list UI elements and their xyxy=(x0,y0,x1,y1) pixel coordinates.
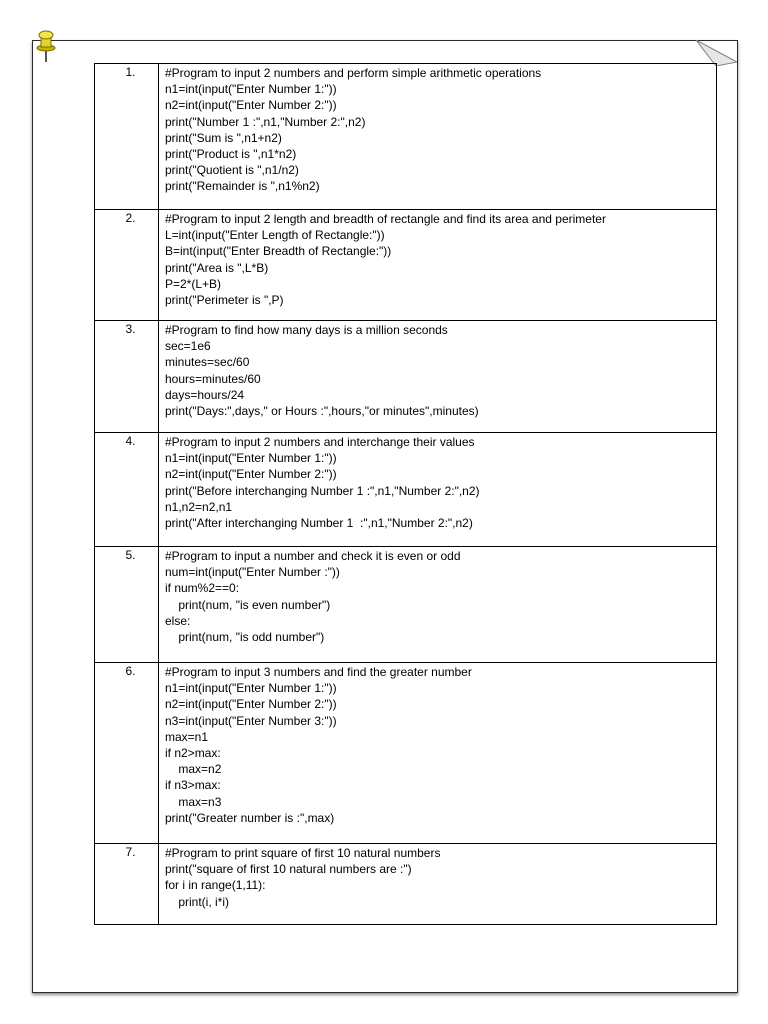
code-line: n2=int(input("Enter Number 2:")) xyxy=(165,98,337,113)
code-line: sec=1e6 xyxy=(165,339,211,354)
program-number-cell xyxy=(95,433,159,547)
program-number-cell xyxy=(95,844,159,925)
program-row xyxy=(95,321,717,433)
code-line: minutes=sec/60 xyxy=(165,355,250,370)
program-number-cell xyxy=(95,663,159,844)
code-line: if n3>max: xyxy=(165,778,221,793)
code-line: if num%2==0: xyxy=(165,581,240,596)
code-line: print("Before interchanging Number 1 :",n1,"Number 2:",n2) xyxy=(165,483,480,498)
code-line: max=n3 xyxy=(165,794,222,809)
program-number: 5. xyxy=(125,548,136,562)
pushpin-icon xyxy=(32,28,60,64)
code-line: print("Perimeter is ",P) xyxy=(165,293,284,308)
code-line: print(num, "is odd number") xyxy=(165,630,325,645)
program-code-cell xyxy=(159,433,717,547)
program-number-cell xyxy=(95,210,159,321)
program-row xyxy=(95,547,717,663)
code-line: #Program to find how many days is a million seconds xyxy=(165,323,448,337)
code-line: n1=int(input("Enter Number 1:")) xyxy=(165,451,337,466)
code-line: n3=int(input("Enter Number 3:")) xyxy=(165,713,337,728)
program-number: 7. xyxy=(125,845,136,859)
code-line: print(num, "is even number") xyxy=(165,597,331,612)
program-number: 6. xyxy=(125,664,136,678)
code-line: print("Number 1 :",n1,"Number 2:",n2) xyxy=(165,114,366,129)
code-line: n1,n2=n2,n1 xyxy=(165,499,233,514)
code-line: #Program to input 2 length and breadth of rectangle and find its area and perimeter xyxy=(165,212,606,226)
code-line: for i in range(1,11): xyxy=(165,878,266,893)
code-line: print(i, i*i) xyxy=(165,894,230,909)
code-line: #Program to input 2 numbers and interchange their values xyxy=(165,435,475,449)
program-number: 3. xyxy=(125,322,136,336)
code-line: B=int(input("Enter Breadth of Rectangle:")) xyxy=(165,244,392,259)
program-code-cell xyxy=(159,64,717,210)
programs-table xyxy=(94,63,717,925)
code-line: print("Sum is ",n1+n2) xyxy=(165,130,282,145)
code-line: print("Product is ",n1*n2) xyxy=(165,147,297,162)
program-number-cell xyxy=(95,547,159,663)
code-line: print("square of first 10 natural numbers are :") xyxy=(165,862,412,877)
code-line: #Program to input a number and check it is even or odd xyxy=(165,549,461,563)
code-line: print("After interchanging Number 1 :",n1,"Number 2:",n2) xyxy=(165,516,473,531)
code-line: if n2>max: xyxy=(165,746,221,761)
code-line: n1=int(input("Enter Number 1:")) xyxy=(165,82,337,97)
program-code-cell xyxy=(159,663,717,844)
program-row xyxy=(95,663,717,844)
code-line: n1=int(input("Enter Number 1:")) xyxy=(165,681,337,696)
program-row xyxy=(95,844,717,925)
program-number-cell xyxy=(95,64,159,210)
program-code-cell xyxy=(159,844,717,925)
program-code-cell xyxy=(159,210,717,321)
code-line: #Program to print square of first 10 natural numbers xyxy=(165,846,441,860)
code-line: print("Area is ",L*B) xyxy=(165,260,269,275)
program-code-cell xyxy=(159,321,717,433)
code-line: print("Remainder is ",n1%n2) xyxy=(165,179,320,194)
program-row xyxy=(95,210,717,321)
code-line: max=n2 xyxy=(165,762,222,777)
code-line: #Program to input 3 numbers and find the greater number xyxy=(165,665,472,679)
program-number-cell xyxy=(95,321,159,433)
code-line: hours=minutes/60 xyxy=(165,371,261,386)
code-line: print("Quotient is ",n1/n2) xyxy=(165,163,299,178)
program-number: 4. xyxy=(125,434,136,448)
code-line: L=int(input("Enter Length of Rectangle:")) xyxy=(165,228,385,243)
program-number: 1. xyxy=(125,65,136,79)
code-line: max=n1 xyxy=(165,729,209,744)
program-row xyxy=(95,433,717,547)
code-line: num=int(input("Enter Number :")) xyxy=(165,565,340,580)
programs-table-body xyxy=(95,64,717,925)
code-line: n2=int(input("Enter Number 2:")) xyxy=(165,467,337,482)
code-line: else: xyxy=(165,613,191,628)
code-line: print("Days:",days," or Hours :",hours,"or minutes",minutes) xyxy=(165,404,479,419)
code-line: n2=int(input("Enter Number 2:")) xyxy=(165,697,337,712)
program-number: 2. xyxy=(125,211,136,225)
code-line: print("Greater number is :",max) xyxy=(165,810,335,825)
code-line: #Program to input 2 numbers and perform simple arithmetic operations xyxy=(165,66,542,80)
code-line: P=2*(L+B) xyxy=(165,276,222,291)
program-code-cell xyxy=(159,547,717,663)
program-row xyxy=(95,64,717,210)
code-line: days=hours/24 xyxy=(165,387,245,402)
